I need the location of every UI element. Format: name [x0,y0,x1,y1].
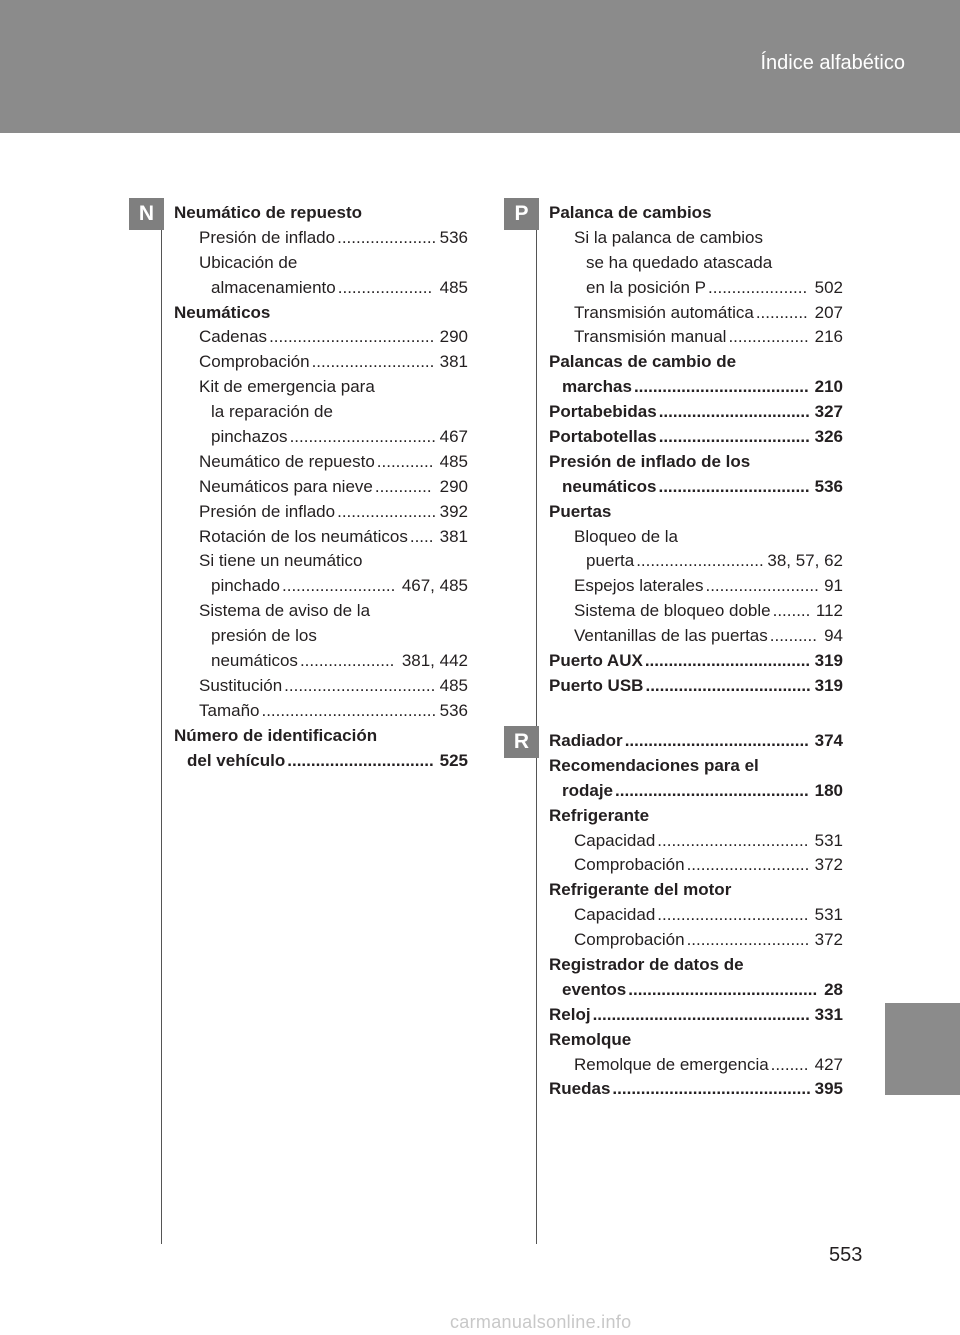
entry-label: Comprobación [574,928,687,953]
section-letter-p: P [504,198,539,230]
index-subentry [549,853,843,878]
entry-label: Sistema de bloqueo doble [574,599,773,624]
entry-label: Ventanillas de las puertas [574,624,770,649]
index-subentry [174,350,468,375]
index-subentry [174,251,468,276]
dot-leader: ........ [772,601,811,621]
dot-leader: ............ [376,451,434,471]
entry-label: neumáticos [211,649,300,674]
dot-leader: .................... [299,651,395,671]
entry-page: 28 [822,978,843,1003]
index-subentry [174,649,468,674]
section-letter-n: N [129,198,164,230]
entry-label: Comprobación [199,350,312,375]
entry-page: 207 [813,301,843,326]
entry-label: Capacidad [574,903,657,928]
entry-label: Puerto USB [549,674,645,699]
index-entry [174,301,468,326]
index-subentry [174,325,468,350]
entry-label: Refrigerante [549,805,650,825]
entry-label: Portabebidas [549,400,659,425]
dot-leader: ................................ [284,675,436,695]
dot-leader: ........................ [282,576,396,596]
entry-page: 38, 57, 62 [765,549,843,574]
dot-leader: .......................... [311,352,435,372]
index-subentry [549,928,843,953]
index-entry [549,674,843,699]
entry-label: Kit de emergencia para [199,377,375,397]
entry-label: eventos [562,978,628,1003]
dot-leader: ........ [770,1054,809,1074]
entry-page: 531 [813,829,843,854]
entry-label: Comprobación [574,853,687,878]
dot-leader: ................. [728,327,809,347]
index-subentry [549,1053,843,1078]
entry-label: Neumático de repuesto [199,450,377,475]
dot-leader: ..................................... [261,700,437,720]
entry-label: marchas [562,375,634,400]
entry-page: 326 [813,425,843,450]
index-subentry [174,400,468,425]
entry-label: pinchado [211,574,282,599]
entry-page: 381, 442 [400,649,468,674]
entry-label: Palanca de cambios [549,203,712,222]
index-subentry [174,226,468,251]
index-subentry [549,251,843,276]
index-subentry [549,599,843,624]
entry-page: 467, 485 [400,574,468,599]
section-letter-r: R [504,726,539,758]
entry-label: Número de identificación [174,725,378,745]
entry-page: 502 [813,276,843,301]
index-subentry [174,276,468,301]
entry-page: 381 [438,350,468,375]
entry-label: Remolque de emergencia [574,1053,771,1078]
entry-page: 531 [813,903,843,928]
entry-page: 485 [438,276,468,301]
entry-label: puerta [586,549,636,574]
entry-label: Presión de inflado [199,226,337,251]
dot-leader: ............................... [287,750,434,770]
entry-label: neumáticos [562,475,658,500]
index-subentry [174,475,468,500]
entry-label: Transmisión manual [574,325,728,350]
index-subentry [174,450,468,475]
dot-leader: ........................................ [628,979,818,999]
dot-leader: ..... [409,526,434,546]
dot-leader: ............ [374,476,432,496]
entry-label: en la posición P [586,276,708,301]
entry-label: Palancas de cambio de [549,352,737,372]
entry-page: 290 [438,325,468,350]
index-entry [549,804,843,829]
index-entry [174,724,468,749]
watermark: carmanualsonline.info [450,1312,632,1332]
dot-leader: .......................................... [612,1079,811,1099]
index-subentry [174,749,468,774]
index-subentry [549,978,843,1003]
entry-label: Ruedas [549,1077,612,1102]
index-entry [549,201,843,226]
index-subentry [549,226,843,251]
entry-label: se ha quedado atascada [586,252,773,272]
index-entry [549,500,843,525]
entry-label: Ubicación de [199,252,298,272]
entry-label: Reloj [549,1003,593,1028]
index-subentry [549,903,843,928]
index-column-n [174,201,468,773]
entry-page: 525 [438,749,468,774]
index-entry [549,400,843,425]
entry-label: Refrigerante del motor [549,880,732,900]
entry-label: Cadenas [199,325,269,350]
entry-page: 427 [813,1053,843,1078]
entry-label: Remolque [549,1029,632,1049]
index-subentry [549,325,843,350]
dot-leader: .......................... [686,855,810,875]
dot-leader: ................................ [658,402,810,422]
dot-leader: ......................................... [615,780,809,800]
index-entry [549,1077,843,1102]
index-column-r [549,729,843,1102]
entry-label: Presión de inflado de los [549,451,751,471]
entry-label: Neumáticos para nieve [199,475,375,500]
dot-leader: ....................................... [624,731,809,750]
entry-page: 536 [813,475,843,500]
index-entry [174,201,468,226]
entry-page: 485 [438,674,468,699]
entry-page: 331 [813,1003,843,1028]
entry-page: 290 [438,475,468,500]
index-subentry [174,599,468,624]
entry-label: Puertas [549,501,612,521]
entry-page: 327 [813,400,843,425]
entry-page: 319 [813,649,843,674]
index-entry [549,649,843,674]
entry-label: Recomendaciones para el [549,755,759,775]
index-subentry [549,475,843,500]
dot-leader: ................................ [657,905,809,925]
index-subentry [549,525,843,550]
entry-label: Presión de inflado [199,500,337,525]
index-column-p [549,201,843,699]
index-subentry [549,549,843,574]
index-subentry [174,375,468,400]
entry-label: pinchazos [211,425,290,450]
section-side-tab [885,1003,960,1095]
entry-page: 467 [438,425,468,450]
index-subentry [174,574,468,599]
entry-page: 392 [438,500,468,525]
dot-leader: ..................... [708,277,808,297]
entry-label: Si tiene un neumático [199,551,363,571]
index-entry [549,450,843,475]
dot-leader: .................... [337,277,433,297]
entry-label: Sustitución [199,674,284,699]
entry-label: Portabotellas [549,425,659,450]
entry-page: 210 [813,375,843,400]
entry-label: Registrador de datos de [549,955,744,975]
entry-label: Tamaño [199,699,261,724]
entry-page: 216 [813,325,843,350]
column-divider-left [161,198,162,1244]
entry-page: 381 [438,525,468,550]
index-subentry [549,301,843,326]
index-entry [549,953,843,978]
entry-label: Neumáticos [174,302,271,322]
index-entry [549,350,843,375]
entry-page: 536 [438,226,468,251]
index-subentry [174,549,468,574]
index-subentry [549,375,843,400]
entry-label: rodaje [562,779,615,804]
dot-leader: ........... [755,302,808,322]
dot-leader: ................................... [644,651,811,671]
entry-label: Sistema de aviso de la [199,601,371,621]
index-subentry [174,425,468,450]
index-subentry [549,574,843,599]
entry-label: Capacidad [574,829,657,854]
dot-leader: ................................ [658,476,810,496]
entry-page: 180 [813,779,843,804]
entry-label: Neumático de repuesto [174,203,362,222]
entry-label: Rotación de los neumáticos [199,525,410,550]
index-entry [549,1028,843,1053]
entry-page: 91 [822,574,843,599]
dot-leader: .......... [769,626,817,646]
dot-leader: ................................... [269,327,435,347]
dot-leader: ................................ [657,830,809,850]
entry-label: la reparación de [211,402,333,422]
entry-label: presión de los [211,626,317,646]
entry-label: Transmisión automática [574,301,756,326]
index-subentry [174,624,468,649]
entry-label: almacenamiento [211,276,338,301]
index-subentry [549,624,843,649]
page-header [0,0,960,133]
index-subentry [549,276,843,301]
index-subentry [549,829,843,854]
entry-label: Bloqueo de la [574,526,678,546]
entry-page: 112 [814,599,843,624]
dot-leader: ..................... [337,227,437,247]
header-title: Índice alfabético [760,52,905,74]
index-entry [549,878,843,903]
entry-label: Si la palanca de cambios [574,227,764,247]
index-subentry [174,500,468,525]
dot-leader: .......................... [686,930,810,950]
entry-page: 374 [813,729,843,754]
entry-label: Puerto AUX [549,649,645,674]
index-subentry [174,525,468,550]
index-entry [549,425,843,450]
entry-page: 372 [813,853,843,878]
column-divider-right [536,198,537,1244]
entry-page: 536 [438,699,468,724]
entry-label: Espejos laterales [574,574,705,599]
page-number: 553 [829,1244,863,1266]
dot-leader: ........................ [705,576,819,596]
index-subentry [174,674,468,699]
entry-label: Radiador [549,729,625,754]
index-subentry [549,779,843,804]
dot-leader: ................................... [645,675,811,695]
dot-leader: ............................... [289,427,436,447]
dot-leader: ..................................... [633,377,809,397]
index-entry [549,754,843,779]
dot-leader: ..................... [337,501,437,521]
entry-page: 372 [813,928,843,953]
entry-page: 485 [438,450,468,475]
dot-leader: .............................................. [592,1004,810,1024]
index-entry [549,729,843,754]
entry-page: 319 [813,674,843,699]
index-subentry [174,699,468,724]
dot-leader: ........................... [636,551,764,571]
entry-page: 395 [813,1077,843,1102]
index-entry [549,1003,843,1028]
entry-label: del vehículo [187,749,287,774]
entry-page: 94 [822,624,843,649]
dot-leader: ................................ [658,427,810,447]
